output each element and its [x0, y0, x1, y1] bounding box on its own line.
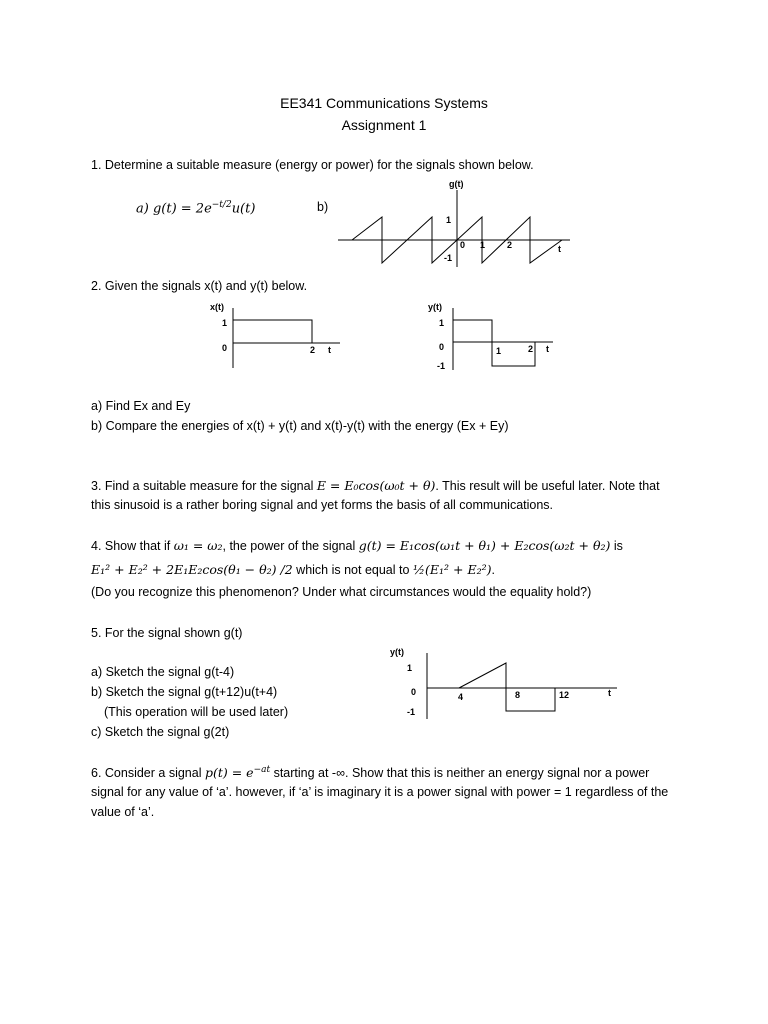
q6-formula-exponent: −at [253, 765, 271, 775]
q2-y-diagram [425, 298, 575, 373]
q5-part-a: a) Sketch the signal g(t-4) [91, 665, 235, 679]
q2-x-diagram [200, 298, 350, 373]
q6-text-post: starting at -∞. Show that this is neither an energy signal nor a power [270, 766, 650, 781]
q2-x-tick-y-0: 0 [222, 343, 228, 353]
q5-xlabel: t [608, 688, 611, 698]
q4-line-3: (Do you recognize this phenomenon? Under what circumstances would the equality hold?) [91, 585, 592, 599]
question-2: 2. Given the signals x(t) and y(t) below. [91, 279, 308, 293]
q6-formula: p(t) = e [204, 765, 254, 781]
q1-part-a [136, 200, 255, 216]
q5-part-c: c) Sketch the signal g(2t) [91, 725, 230, 739]
q6-line-3: value of ‘a’. [91, 805, 155, 819]
q1-ylabel: g(t) [449, 179, 464, 189]
q4-text-mid: , the power of the signal [222, 539, 359, 553]
q1-tick-y-1: 1 [446, 215, 452, 225]
q2-y-signal [453, 320, 535, 366]
q1-tick-x-2: 2 [507, 240, 513, 250]
q3-text-pre: 3. Find a suitable measure for the signal [91, 479, 317, 493]
q4-formula: g(t) = E₁cos(ω₁t + θ₁) + E₂cos(ω₂t + θ₂) [358, 538, 611, 553]
question-3 [91, 478, 660, 493]
q5-tick-y-1: 1 [407, 663, 413, 673]
q1-part-b: b) [317, 200, 329, 214]
course-title: EE341 Communications Systems [280, 95, 488, 111]
q5-part-b-note: (This operation will be used later) [104, 705, 289, 719]
q2-y-tick-y-0: 0 [439, 342, 445, 352]
q3-formula: E = E₀cos(ω₀t + θ) [316, 478, 436, 493]
q4-line-2-end: . [491, 563, 495, 577]
q5-tick-x-4: 4 [458, 692, 464, 702]
q2-y-tick-y-neg1: -1 [437, 361, 446, 371]
q2-y-tick-x-2: 2 [528, 344, 534, 354]
q2-y-tick-x-1: 1 [496, 346, 502, 356]
q2-x-signal [233, 320, 312, 343]
q1-sawtooth-diagram [330, 175, 590, 270]
q2-part-a: a) Find Ex and Ey [91, 399, 191, 413]
q5-ylabel: y(t) [390, 647, 404, 657]
q5-tick-x-8: 8 [515, 690, 521, 700]
q5-signal-diagram [385, 643, 625, 723]
question-1: 1. Determine a suitable measure (energy or power) for the signals shown below. [91, 158, 534, 172]
q3-text-post: . This result will be useful later. Note that [435, 479, 660, 493]
q2-part-b: b) Compare the energies of x(t) + y(t) and x(t)-y(t) with the energy (Ex + Ey) [91, 419, 509, 433]
q3-line-2: this sinusoid is a rather boring signal and yet forms the basis of all communications. [91, 498, 554, 512]
q1-tick-y-neg1: -1 [444, 253, 453, 263]
q2-y-ylabel: y(t) [428, 302, 442, 312]
q6-line-2: signal for any value of ‘a’. however, if ‘a’ is imaginary it is a power signal with power = 1 regardless of the [91, 785, 669, 799]
assignment-title: Assignment 1 [341, 117, 427, 133]
q1-part-a-exponent: −t/2 [211, 200, 232, 210]
q1-part-a-tail: u(t) [231, 201, 256, 217]
q5-tick-y-0: 0 [411, 687, 417, 697]
q4-text-pre: 4. Show that if [91, 539, 174, 553]
q5-signal [459, 663, 555, 711]
q1-xlabel: t [558, 244, 561, 254]
q5-part-b: b) Sketch the signal g(t+12)u(t+4) [91, 685, 278, 699]
q6-text-pre: 6. Consider a signal [91, 766, 205, 781]
q4-line-2-mid: which is not equal to [292, 563, 413, 577]
q4-line-2 [91, 562, 495, 577]
q2-y-xlabel: t [546, 344, 549, 354]
q1-part-a-formula: a) g(t) = 2e [136, 201, 212, 217]
q4-half-formula: ½(E₁² + E₂²) [412, 562, 492, 577]
q5-tick-x-12: 12 [559, 690, 570, 700]
q2-y-tick-y-1: 1 [439, 318, 445, 328]
q1-tick-x-1: 1 [480, 240, 486, 250]
q4-condition: ω₁ = ω₂ [173, 538, 223, 553]
q2-x-xlabel: t [328, 345, 331, 355]
question-4 [91, 538, 623, 553]
q1-tick-x-0: 0 [460, 240, 466, 250]
q5-tick-y-neg1: -1 [407, 707, 416, 717]
q4-power-formula: E₁² + E₂² + 2E₁E₂cos(θ₁ − θ₂) /2 [91, 562, 293, 577]
q2-x-tick-x-2: 2 [310, 345, 316, 355]
q2-x-tick-y-1: 1 [222, 318, 228, 328]
q2-x-ylabel: x(t) [210, 302, 224, 312]
question-5: 5. For the signal shown g(t) [91, 626, 243, 640]
q4-text-is: is [610, 539, 623, 553]
question-6 [91, 765, 649, 780]
